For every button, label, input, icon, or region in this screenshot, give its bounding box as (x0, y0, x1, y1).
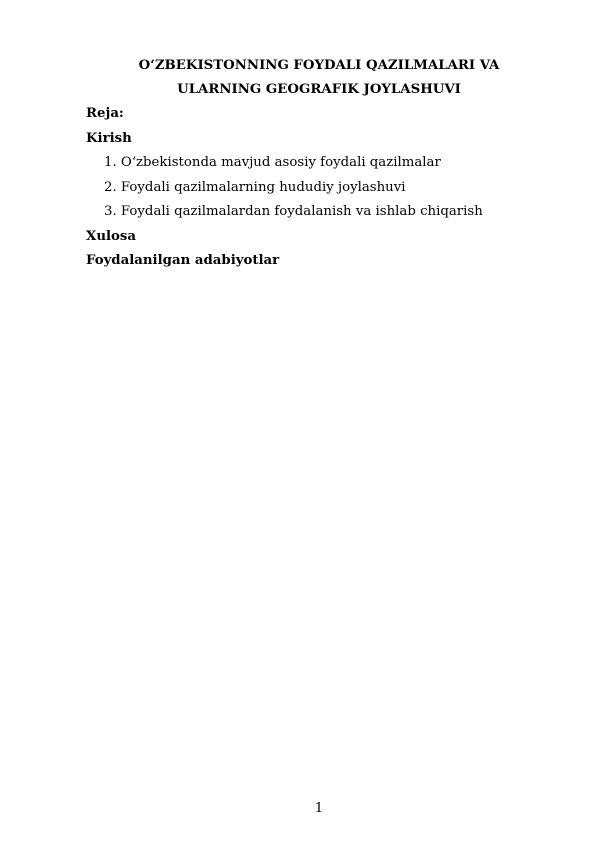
plan-item-1: 1. O‘zbekistonda mavjud asosiy foydali qazilmalar (104, 155, 441, 170)
plan-item-3: 3. Foydali qazilmalardan foydalanish va ishlab chiqarish (104, 204, 483, 219)
intro-heading: Kirish (86, 131, 132, 146)
title-line-2: ULARNING GEOGRAFIK JOYLASHUVI (177, 82, 461, 97)
conclusion-heading: Xulosa (86, 229, 137, 244)
title-line-1: O‘ZBEKISTONNING FOYDALI QAZILMALARI VA (138, 58, 500, 73)
plan-label: Reja: (86, 106, 124, 121)
document-title (86, 54, 552, 102)
plan-item-2: 2. Foydali qazilmalarning hududiy joylashuvi (104, 180, 406, 195)
references-heading: Foydalanilgan adabiyotlar (86, 253, 280, 268)
page-number: 1 (314, 801, 324, 816)
